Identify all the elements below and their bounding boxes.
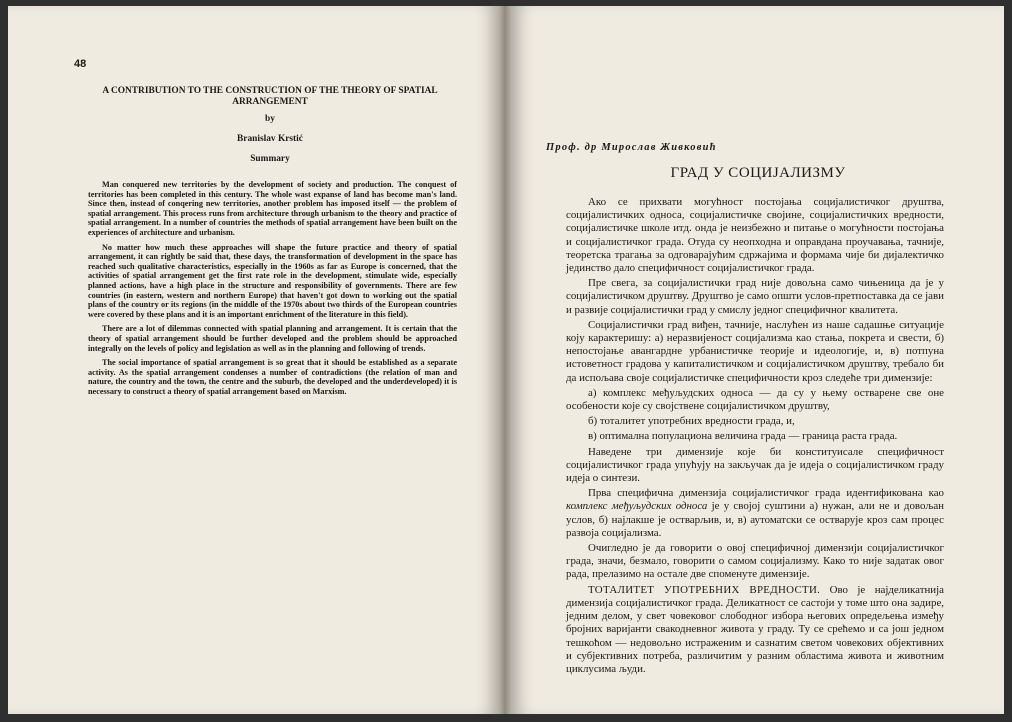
chapter-body	[566, 196, 944, 678]
article-title: A CONTRIBUTION TO THE CONSTRUCTION OF THE THEORY OF SPATIAL ARRANGEMENT	[102, 86, 438, 107]
list-item: в) оптимална популациона величина града — граница раста града.	[588, 430, 898, 443]
body-paragraph: Социјалистички град виђен, тачније, наслућен из наше садашње ситуације коју карактеришу: а) неразвијеност социјализма као стања, покрета и свести, б) непостојање авангардне урбанистичке теорије и идеологије, и, в) потпуна истоветност градова у капиталистичком и социјалистичком друштву, требало би да испољава своје социјалистичке специфичности кроз следеће три димензије:	[566, 318, 944, 384]
paragraph-text: је у својој суштини а) нужан, али не и довољан услов, б) најлакше је остварљив, и, в) аутоматски се остварује кроз сам процес развоја социјализма.	[566, 500, 944, 539]
body-paragraph: Очигледно је да говорити о овој специфичној димензији социјалистичког града, значи, безмало, говорити о самом социјализму. Како то није задатак овог рада, прелазимо на остале две споменуте димензије.	[566, 542, 944, 581]
paragraph-text: Прва специфична димензија социјалистичког града идентификована као	[588, 487, 944, 500]
chapter-title: ГРАД У СОЦИЈАЛИЗМУ	[670, 165, 846, 181]
page-number: 48	[74, 58, 87, 70]
body-paragraph	[566, 487, 944, 540]
summary-paragraph: Man conquered new territories by the development of society and production. The conquest of territories has been completed in this century. The whole wast expanse of land has become man's land. Since then, instead of conqering new territories, another problem has imposed itself — the problem of spatial arrangement. This process runs from architecture through urbanism to the theory and practice of spatial arrangement. In a number of countries the methods of spatial arrangement have been built on the experiences of architecture and urbanism.	[88, 180, 457, 237]
chapter-author: Проф. др Мирослав Живковић	[546, 142, 717, 153]
section-heading: ТОТАЛИТЕТ УПОТРЕБНИХ ВРЕДНОСТИ.	[588, 583, 821, 596]
summary-heading: Summary	[250, 154, 290, 164]
summary-body	[88, 180, 457, 401]
book-gutter	[498, 6, 512, 714]
body-paragraph: Ако се прихвати могућност постојања социјалистичког друштва, социјалистичких односа, социјалистичке својине, социјалистичких вредности, социјалистичке школе итд. онда је неизбежно и питање о могућности постојања и социјалистичког града. Отуда су неопходна и оправдана проучавања, тачније, теоретска трагања за одговарајућим сдржајима и формама чије би дијалектичко јединство дало специфичност социјалистичког града.	[566, 196, 944, 275]
summary-paragraph: The social importance of spatial arrangement is so great that it should be established as a separate activity. As the spatial arrangement condenses a number of contradictions (the relation of man and nature, the country and the town, the centre and the suburb, the developed and the underdeveloped) it is necessary to construct a theory of spatial arrangement based on Marxism.	[88, 358, 457, 396]
byline-by: by	[265, 114, 275, 124]
italic-term: комплекс међуљудских односа	[566, 500, 708, 513]
summary-paragraph: No matter how much these approaches will shape the future practice and theory of spatial arrangement, it can rightly be said that, these days, the transformation of development in the space has reached such qualitative characteristics, especially in the 1960s as far as Europe is concerned, that the activities of spatial arrangement get the first rate role in the development, stimulate wide, especially planned actions, have a high place in the structure and responsibility of governments. There are few countries (in eastern, western and northern Europe) that haven't got down to working out the spatial plans of the country or its regions (in the middle of the 1970s about two thirds of the European countries were covered by these plans and it is an important enrichment of the literature in this field).	[88, 242, 457, 319]
article-author: Branislav Krstić	[237, 134, 303, 144]
paragraph-text: Ово је најделикатнија димензија социјалистичког града. Деликатност се састоји у томе што она задире, једним делом, у свет човековог слободног избора његових опредељења између бројних варијанти свакодневног живота у граду. Ту се срећемо и са још једном тешкоћом — недовољно истраженим и сазнатим светом човекових објективних и субјективних потреба, различитим у разним областима живота и животним циклусима људи.	[566, 583, 944, 675]
list-item: б) тоталитет употребних вредности града, и,	[588, 415, 795, 428]
body-paragraph	[566, 584, 944, 676]
body-paragraph: Наведене три димензије које би конституисале специфичност социјалистичког града упућују на закључак да је идеја о социјалистичком граду идеја о синтези.	[566, 445, 944, 485]
list-item: а) комплекс међуљудских односа — да су у њему остварене све оне особености које су својствене социјалистичком друштву,	[566, 386, 944, 413]
body-paragraph: Пре свега, за социјалистички град није довољна само чињеница да је у социјалистичком друштву. Друштво је само општи услов-претпоставка да се јави и развије социјалистички град у смислу једног специфичног квалитета.	[566, 277, 944, 316]
summary-paragraph: There are a lot of dilemmas connected with spatial planning and arrangement. It is certain that the theory of spatial arrangement should be further developed and the problem should be approached integrally on the levels of policy and legislation as well as in the planning and following of trends.	[88, 324, 457, 353]
